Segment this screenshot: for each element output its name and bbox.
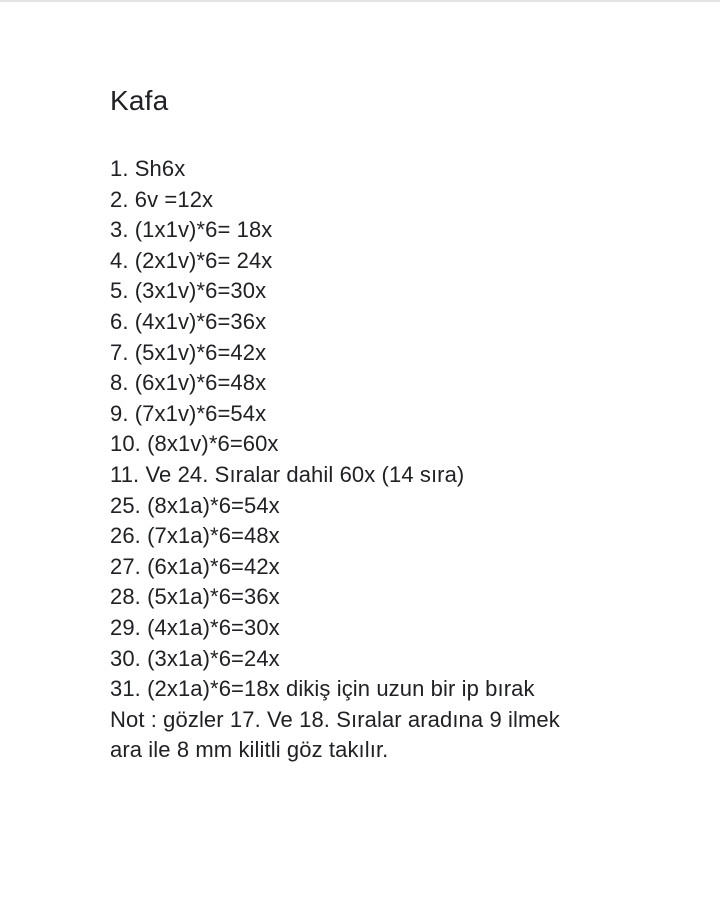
pattern-row-1: 1. Sh6x — [110, 156, 186, 181]
pattern-row-6: 6. (4x1v)*6=36x — [110, 308, 267, 334]
pattern-row-31: 31. (2x1a)*6=18x dikiş için uzun bir ip bırak — [110, 676, 535, 702]
document-title: Kafa — [110, 85, 169, 116]
pattern-row-7: 7. (5x1v)*6=42x — [110, 339, 267, 365]
document-body — [110, 84, 700, 766]
pattern-row-29: 29. (4x1a)*6=30x — [110, 614, 280, 640]
pattern-rows — [110, 154, 700, 705]
pattern-row-26: 26. (7x1a)*6=48x — [110, 523, 280, 549]
pattern-row-10: 10. (8x1v)*6=60x — [110, 431, 279, 457]
pattern-row-8: 8. (6x1v)*6=48x — [110, 370, 267, 396]
note-line-2: ara ile 8 mm kilitli göz takılır. — [110, 737, 389, 763]
pattern-row-25: 25. (8x1a)*6=54x — [110, 492, 280, 518]
note-line-1: Not : gözler 17. Ve 18. Sıralar aradına 9 ilmek — [110, 706, 560, 732]
pattern-row-4: 4. (2x1v)*6= 24x — [110, 247, 273, 273]
pattern-row-28: 28. (5x1a)*6=36x — [110, 584, 280, 610]
pattern-row-3: 3. (1x1v)*6= 18x — [110, 217, 273, 243]
top-divider — [0, 0, 720, 2]
pattern-row-11-24: 11. Ve 24. Sıralar dahil 60x (14 sıra) — [110, 461, 465, 487]
pattern-row-27: 27. (6x1a)*6=42x — [110, 553, 280, 579]
pattern-row-5: 5. (3x1v)*6=30x — [110, 278, 267, 304]
pattern-row-9: 9. (7x1v)*6=54x — [110, 400, 267, 426]
pattern-row-2: 2. 6v =12x — [110, 186, 214, 212]
pattern-row-30: 30. (3x1a)*6=24x — [110, 645, 280, 671]
